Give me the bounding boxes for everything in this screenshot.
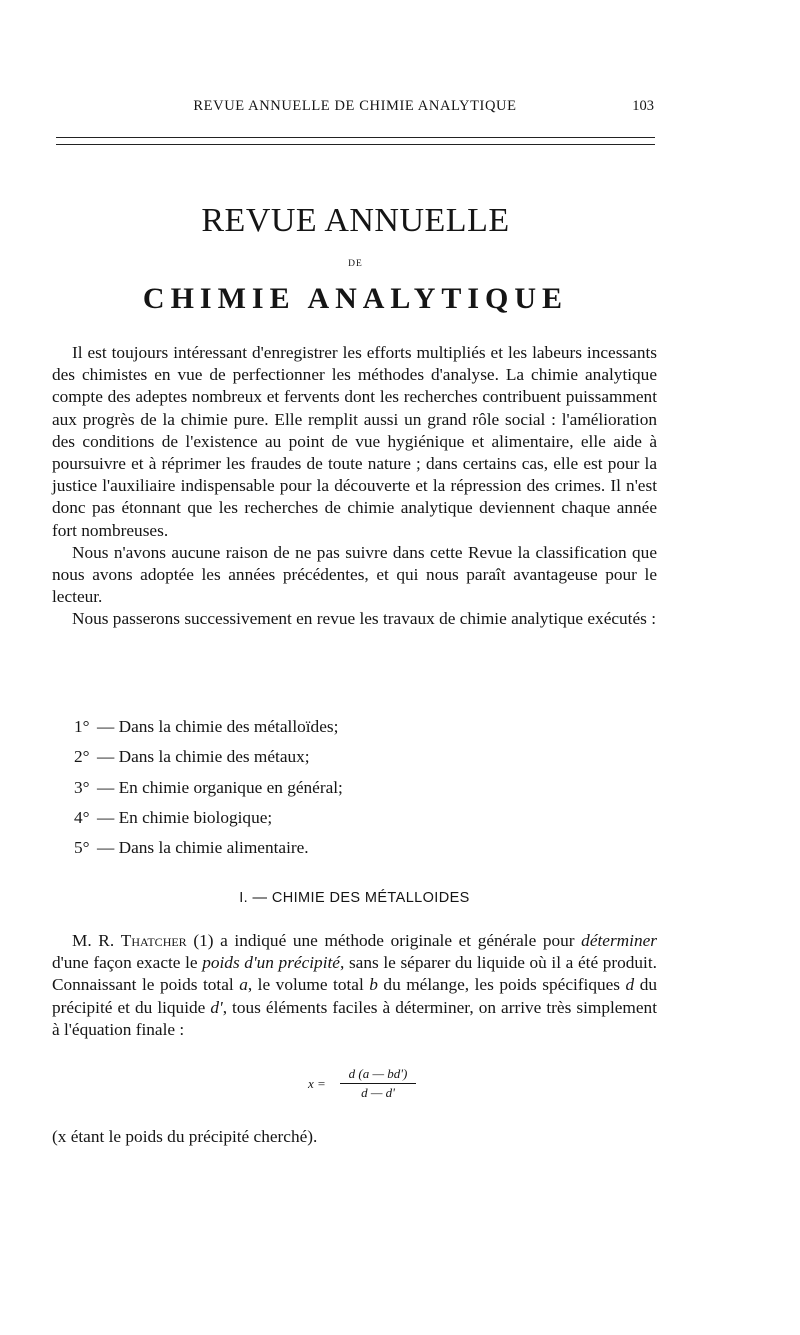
- text-run: , le volume total: [247, 975, 370, 995]
- variable: d': [210, 997, 223, 1017]
- intro-paragraph-2: Nous n'avons aucune raison de ne pas suivre dans cette Revue la classification que nous avons adoptée les années précédentes, et qui nous paraît avantageuse pour le lecteur.: [52, 542, 657, 607]
- text-run: (1) a indiqué une méthode originale et générale pour: [186, 931, 582, 950]
- text-run: M. R.: [72, 931, 121, 950]
- text-run: du mélange, les poids spécifiques: [377, 975, 626, 995]
- variable: b: [369, 975, 378, 995]
- list-item-number: 5°: [74, 838, 90, 858]
- equation-numerator: d (a — bd'): [348, 1066, 408, 1081]
- list-item-text: — En chimie biologique;: [97, 807, 273, 827]
- header-rule-top: [56, 137, 655, 138]
- list-item: [74, 837, 634, 867]
- equation: [300, 1066, 430, 1102]
- list-item-text: — Dans la chimie des métaux;: [97, 747, 310, 767]
- text-run: , sans le séparer du liquide où il a été produit. Connaissant le poids total: [52, 953, 657, 995]
- running-head: REVUE ANNUELLE DE CHIMIE ANALYTIQUE: [193, 98, 517, 114]
- list-item-number: 2°: [74, 747, 90, 767]
- page-number: 103: [632, 98, 654, 114]
- section-paragraph: [52, 930, 657, 1041]
- list-item: [74, 716, 634, 746]
- text-run: d'une façon exacte le: [52, 953, 203, 973]
- intro-text: [52, 342, 657, 631]
- list-item-number: 3°: [74, 777, 90, 797]
- list-item-text: — En chimie organique en général;: [97, 777, 343, 797]
- intro-paragraph-3: Nous passerons successivement en revue les travaux de chimie analytique exécutés :: [72, 609, 657, 629]
- fraction-bar: [340, 1083, 416, 1084]
- list-item-text: — Dans la chimie des métalloïdes;: [97, 717, 339, 736]
- text-run: , tous éléments faciles à déterminer, on arrive très simplement à l'équation finale :: [52, 997, 657, 1039]
- article-subtitle: CHIMIE ANALYTIQUE: [142, 282, 569, 315]
- list-item-number: 4°: [74, 807, 90, 827]
- closing-text: [52, 1126, 657, 1148]
- topic-list: [74, 716, 634, 867]
- equation-lhs: x =: [308, 1076, 326, 1091]
- intro-paragraph-1: Il est toujours intéressant d'enregistrer les efforts multipliés et les labeurs incessants des chimistes en vue de perfectionner les méthodes d'analyse. La chimie analytique compte des adeptes nombreux et fervents dont les recherches contribuent puissamment aux progrès de la chimie pure. Elle remplit aussi un grand rôle social : l'amélioration des conditions de l'existence au point de vue hygiénique et alimentaire, elle aide à poursuivre et à réprimer les fraudes de toute nature ; dans certains cas, elle est pour la justice l'auxiliaire indispensable pour la découverte et la répression des crimes. Il n'est donc pas étonnant que les recherches de chimie analytique deviennent chaque année fort nombreuses.: [52, 343, 657, 540]
- author-name: Thatcher: [120, 931, 187, 950]
- article-title: REVUE ANNUELLE: [201, 202, 510, 239]
- emphasis: poids d'un précipité: [202, 953, 340, 973]
- list-item-number: 1°: [74, 717, 90, 736]
- variable: a: [239, 975, 248, 995]
- closing-paragraph: (x étant le poids du précipité cherché).: [52, 1127, 318, 1146]
- section-heading: I. — CHIMIE DES MÉTALLOIDES: [239, 890, 470, 906]
- section-body: [52, 930, 657, 1041]
- variable: d: [625, 975, 635, 995]
- article-title-connector: DE: [348, 259, 363, 269]
- emphasis: déterminer: [581, 931, 657, 950]
- list-item: [74, 807, 634, 837]
- list-item-text: — Dans la chimie alimentaire.: [97, 838, 309, 858]
- list-item: [74, 777, 634, 807]
- equation-denominator: d — d': [361, 1085, 395, 1100]
- header-rule-bottom: [56, 144, 655, 145]
- text-run: du précipité et du liquide: [52, 975, 657, 1017]
- list-item: [74, 746, 634, 776]
